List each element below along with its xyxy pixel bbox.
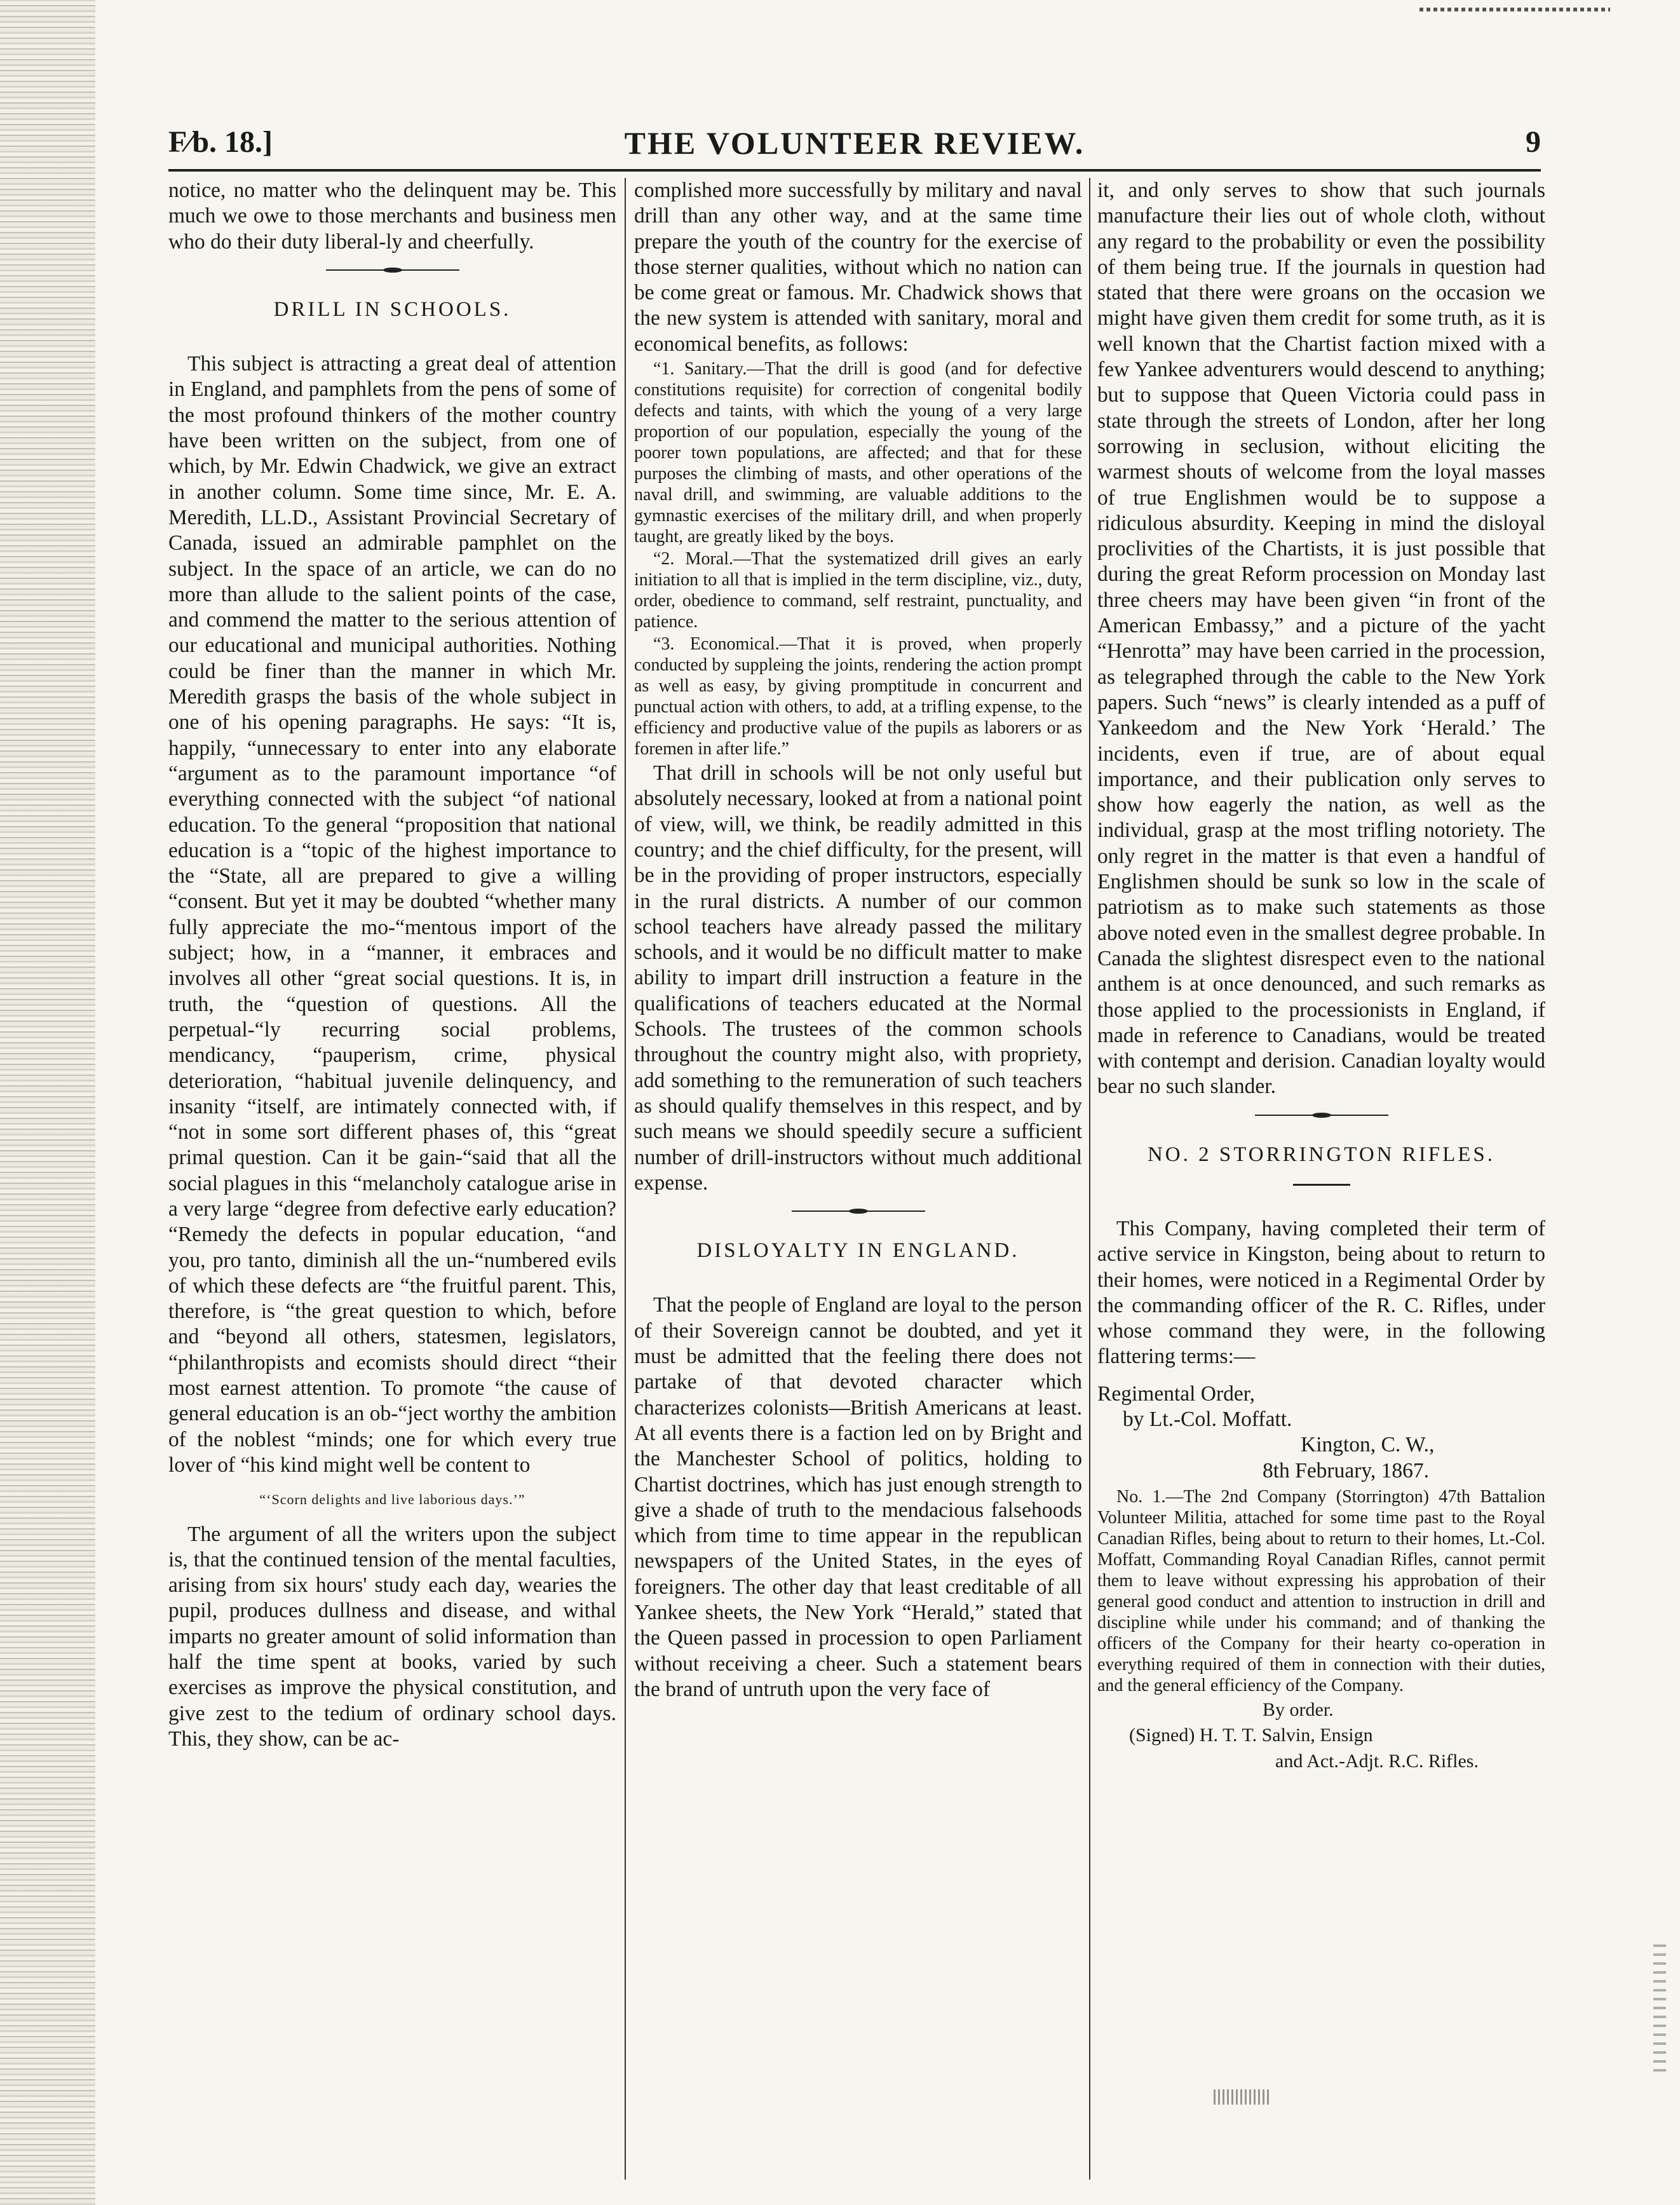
top-rule	[1419, 8, 1610, 11]
page-header	[168, 125, 1541, 172]
article-heading: DRILL IN SCHOOLS.	[273, 297, 511, 321]
order-by: by Lt.-Col. Moffatt.	[1123, 1408, 1292, 1432]
order-text: No. 1.—The 2nd Company (Storrington) 47th Battalion Volunteer Militia, attached for some time past to the Royal Canadian Rifles, being about to return to their homes, Lt.-Col. Moffatt, Commanding Royal Canadian Rifles, cannot permit them to leave without expressing his approbation of their general good conduct and attention to instruction in drill and discipline while under his command; and of thanking the officers of the Company for their hearty co-operation in everything required of them in connection with their duties, and the general efficiency of the Company.	[1097, 1486, 1545, 1695]
heading-rule	[1293, 1184, 1350, 1186]
column-1	[168, 178, 616, 2192]
paragraph: That drill in schools will be not only useful but absolutely necessary, looked at from a national point of view, will, we think, be readily admitted in this country; and the chief difficulty, for the present, will be in the providing of proper instructors, especially in the rural districts. A number of our common school teachers have already passed the military schools, and it would be no difficult matter to make ability to impart drill instruction a feature in the qualifications of teachers educated at the Normal Schools. The trustees of the common schools throughout the country might also, with propriety, add something to the remuneration of such teachers as should qualify themselves in this respect, and by such means we should speedily secure a sufficient number of drill-instructors without much additional expense.	[634, 761, 1082, 1195]
quoted-paragraph: “3. Economical.—That it is proved, when properly conducted by suppleing the joints, rendering the action prompt as well as easy, by giving promptitude in concurrent and punctual action with others, to add, at a trifling expense, to the efficiency and productive value of the pupils as laborers or as foremen in after life.”	[634, 634, 1082, 759]
paragraph: That the people of England are loyal to the person of their Sovereign cannot be doubted, and yet it must be admitted that the feeling there does not partake of that devoted character which characterizes colonists—British Americans at least. At all events there is a faction led on by Bright and the Manchester School of politics, holding to Chartist doctrines, which has just enough strength to give a shade of truth to the mendacious falsehoods which from time to time appear in the republican newspapers of the United States, in the eyes of foreigners. The other day that least creditable of all Yankee sheets, the New York “Herald,” stated that the Queen passed in procession to open Parliament without receiving a cheer. Such a statement bears the brand of untruth upon the very face of	[634, 1293, 1082, 1701]
paragraph: complished more successfully by military and naval drill than any other way, and at the same time prepare the youth of the country for the exercise of those sterner qualities, without which no nation can be come great or famous. Mr. Chadwick shows that the new system is attended with sanitary, moral and economical benefits, as follows:	[634, 179, 1082, 356]
section-ornament	[1255, 1113, 1388, 1118]
column-3	[1097, 178, 1545, 2192]
page-number: 9	[1526, 125, 1541, 159]
paragraph: This Company, having completed their term of active service in Kingston, being about to return to their homes, were noticed in a Regimental Order by the commanding officer of the R. C. Rifles, under whose command they were, in the following flattering terms:—	[1097, 1216, 1545, 1369]
article-heading: DISLOYALTY IN ENGLAND.	[696, 1239, 1020, 1263]
order-title: Regimental Order,	[1097, 1381, 1255, 1406]
poem-quote: “‘Scorn delights and live laborious days.’”	[259, 1491, 525, 1508]
order-date: 8th February, 1867.	[1263, 1458, 1430, 1482]
section-ornament	[326, 268, 459, 273]
order-place: Kington, C. W.,	[1301, 1433, 1435, 1457]
page-binding-edge	[0, 0, 95, 2205]
paragraph: it, and only serves to show that such journals manufacture their lies out of whole cloth, without any regard to the probability or even the possibility of them being true. If the journals in question had stated that there were groans on the occasion we might have given them credit for some truth, as it is well known that the Chartist faction mixed with a few Yankee adventurers would descend to anything; but to suppose that Queen Victoria could pass in state through the streets of London, after her long sorrowing in seclusion, without eliciting the warmest shouts of welcome from the loyal masses of true Englishmen would be to suppose a ridiculous absurdity. Keeping in mind the disloyal proclivities of the Chartists, it is just possible that during the great Reform procession on Monday last three cheers may have been given “in front of the American Embassy,” and a picture of the yacht “Henrotta” may have been carried in the procession, as telegraphed through the cable to the New York papers. Such “news” is clearly intended as a puff of Yankeedom and the New York ‘Herald.’ The incidents, even if true, are of about equal importance, and their publication only serves to show how eagerly the nation, as well as the individual, grasp at the most trifling notoriety. The only regret in the matter is that even a handful of Englishmen should be sunk so low in the scale of patriotism as to make such statements as those above noted even in the smallest degree probable. In Canada the slightest disrespect even to the national anthem is at once denounced, and such remarks as those applied to the processionists in England, if made in reference to Canadians, would be treated with contempt and derision. Canadian loyalty would bear no such slander.	[1097, 179, 1545, 1099]
signature-title: and Act.-Adjt. R.C. Rifles.	[1275, 1750, 1479, 1772]
paragraph: notice, no matter who the delinquent may be. This much we owe to those merchants and business men who do their duty liberal-ly and cheerfully.	[168, 179, 616, 254]
column-divider	[625, 178, 626, 2180]
quoted-paragraph: “1. Sanitary.—That the drill is good (and for defective constitutions requisite) for correction of congenital bodily defects and taints, with which the young of a very large proportion of our population, especially the young of the poorer town populations, are affected; and that for these purposes the climbing of masts, and other operations of the naval drill, and swimming, are valuable additions to the gymnastic exercises of the military drill, and when properly taught, are greatly liked by the boys.	[634, 359, 1082, 547]
by-order: By order.	[1263, 1699, 1334, 1720]
section-ornament	[792, 1209, 925, 1214]
column-divider	[1089, 178, 1090, 2180]
newspaper-title: THE VOLUNTEER REVIEW.	[624, 125, 1085, 161]
paragraph: This subject is attracting a great deal of attention in England, and pamphlets from the pens of some of the most profound thinkers of the mother country have been written on the subject, from one of which, by Mr. Edwin Chadwick, we give an extract in another column. Some time since, Mr. E. A. Meredith, LL.D., Assistant Provincial Secretary of Canada, issued an admirable pamphlet on the subject. In the space of an article, we can do no more than allude to the salient points of the case, and commend the matter to the serious attention of our educational and municipal authorities. Nothing could be finer than the manner in which Mr. Meredith grasps the basis of the whole subject in one of his opening paragraphs. He says: “It is, happily, “unnecessary to enter into any elaborate “argument as to the paramount importance “of everything connected with the subject “of national education. To the general “proposition that national education is a “topic of the highest importance to the “State, all are prepared to give a willing “consent. But yet it may be doubted “whether many fully appreciate the mo-“mentous import of the subject; how, in a “manner, it embraces and involves all other “great social questions. It is, in truth, the “question of questions. All the perpetual-“ly recurring social problems, mendicancy, “pauperism, crime, physical deterioration, “habitual juvenile delinquency, and insanity “itself, are intimately connected with, if “not in some sort different phases of, this “great primal question. Can it be gain-“said that all the social plagues in this “melancholy catalogue arise in a very large “degree from defective early education? “Remedy the defects in popular education, “and you, pro tanto, diminish all the un-“numbered evils of which these defects are “the fruitful parent. This, therefore, is “the great question to which, before and “beyond all others, statesmen, legislators, “philanthropists and ecomists should direct “their most earnest attention. To promote “the cause of general education is an ob-“ject worthy the ambition of the noblest “minds; one for which every true lover of “his kind might well be content to	[168, 352, 616, 1477]
end-mark	[1214, 2089, 1271, 2105]
signature: (Signed) H. T. T. Salvin, Ensign	[1129, 1725, 1373, 1746]
column-2	[634, 178, 1082, 2192]
scan-artifact	[1653, 1938, 1666, 2072]
paragraph: The argument of all the writers upon the subject is, that the continued tension of the mental faculties, arising from six hours' study each day, wearies the pupil, produces dullness and disease, and withal imparts no greater amount of solid information than half the time spent at books, varied by such exercises as improve the physical constitution, and give zest to the tedium of ordinary school days. This, they show, can be ac-	[168, 1522, 616, 1751]
article-heading: NO. 2 STORRINGTON RIFLES.	[1147, 1143, 1496, 1166]
issue-date: F⁄b. 18.]	[168, 125, 273, 159]
quoted-paragraph: “2. Moral.—That the systematized drill gives an early initiation to all that is implied in the term discipline, viz., duty, order, obedience to command, self restraint, punctuality, and patience.	[634, 549, 1082, 632]
regimental-order	[1097, 1381, 1545, 1774]
